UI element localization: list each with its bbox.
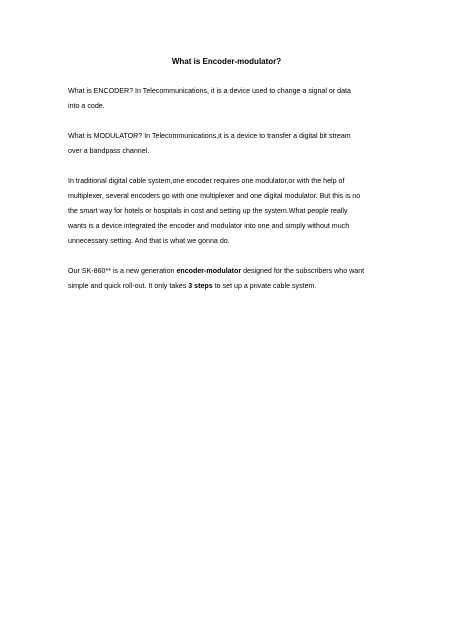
text-run: designed for the subscribers who want [241,267,365,275]
text-line: What is MODULATOR? In Telecommunications,it is a device to transfer a digital bit stream [68,132,351,140]
document-body [68,84,388,309]
text-run: simple and quick roll-out. It only takes [68,282,189,290]
text-line: In traditional digital cable system,one encoder requires one modulator,or with the help of [68,177,345,185]
bold-term-encoder-modulator: encoder-modulator [176,267,242,275]
text-line: multiplexer, several encoders go with one multiplexer and one digital modulator. But this is no [68,192,361,200]
document-title: What is Encoder-modulator? [171,57,282,66]
text-line: over a bandpass channel. [68,147,150,155]
paragraph-modulator [68,129,388,159]
text-line [68,279,388,294]
text-line [68,264,388,279]
paragraph-encoder [68,84,388,114]
text-line: unnecessary setting. And that is what we gonna do. [68,237,230,245]
text-line: wants is a device integrated the encoder and modulator into one and simply without much [68,222,350,230]
paragraph-product [68,264,388,294]
text-line: into a code. [68,102,105,110]
text-line: the smart way for hotels or hospitals in cost and setting up the system.What people really [68,207,348,215]
text-run: Our SK-860** is a new generation [68,267,177,275]
text-run: to set up a private cable system. [212,282,317,290]
paragraph-traditional-system [68,174,388,249]
text-line: What is ENCODER? In Telecommunications, it is a device used to change a signal or data [68,87,351,95]
bold-term-3-steps: 3 steps [188,282,213,290]
